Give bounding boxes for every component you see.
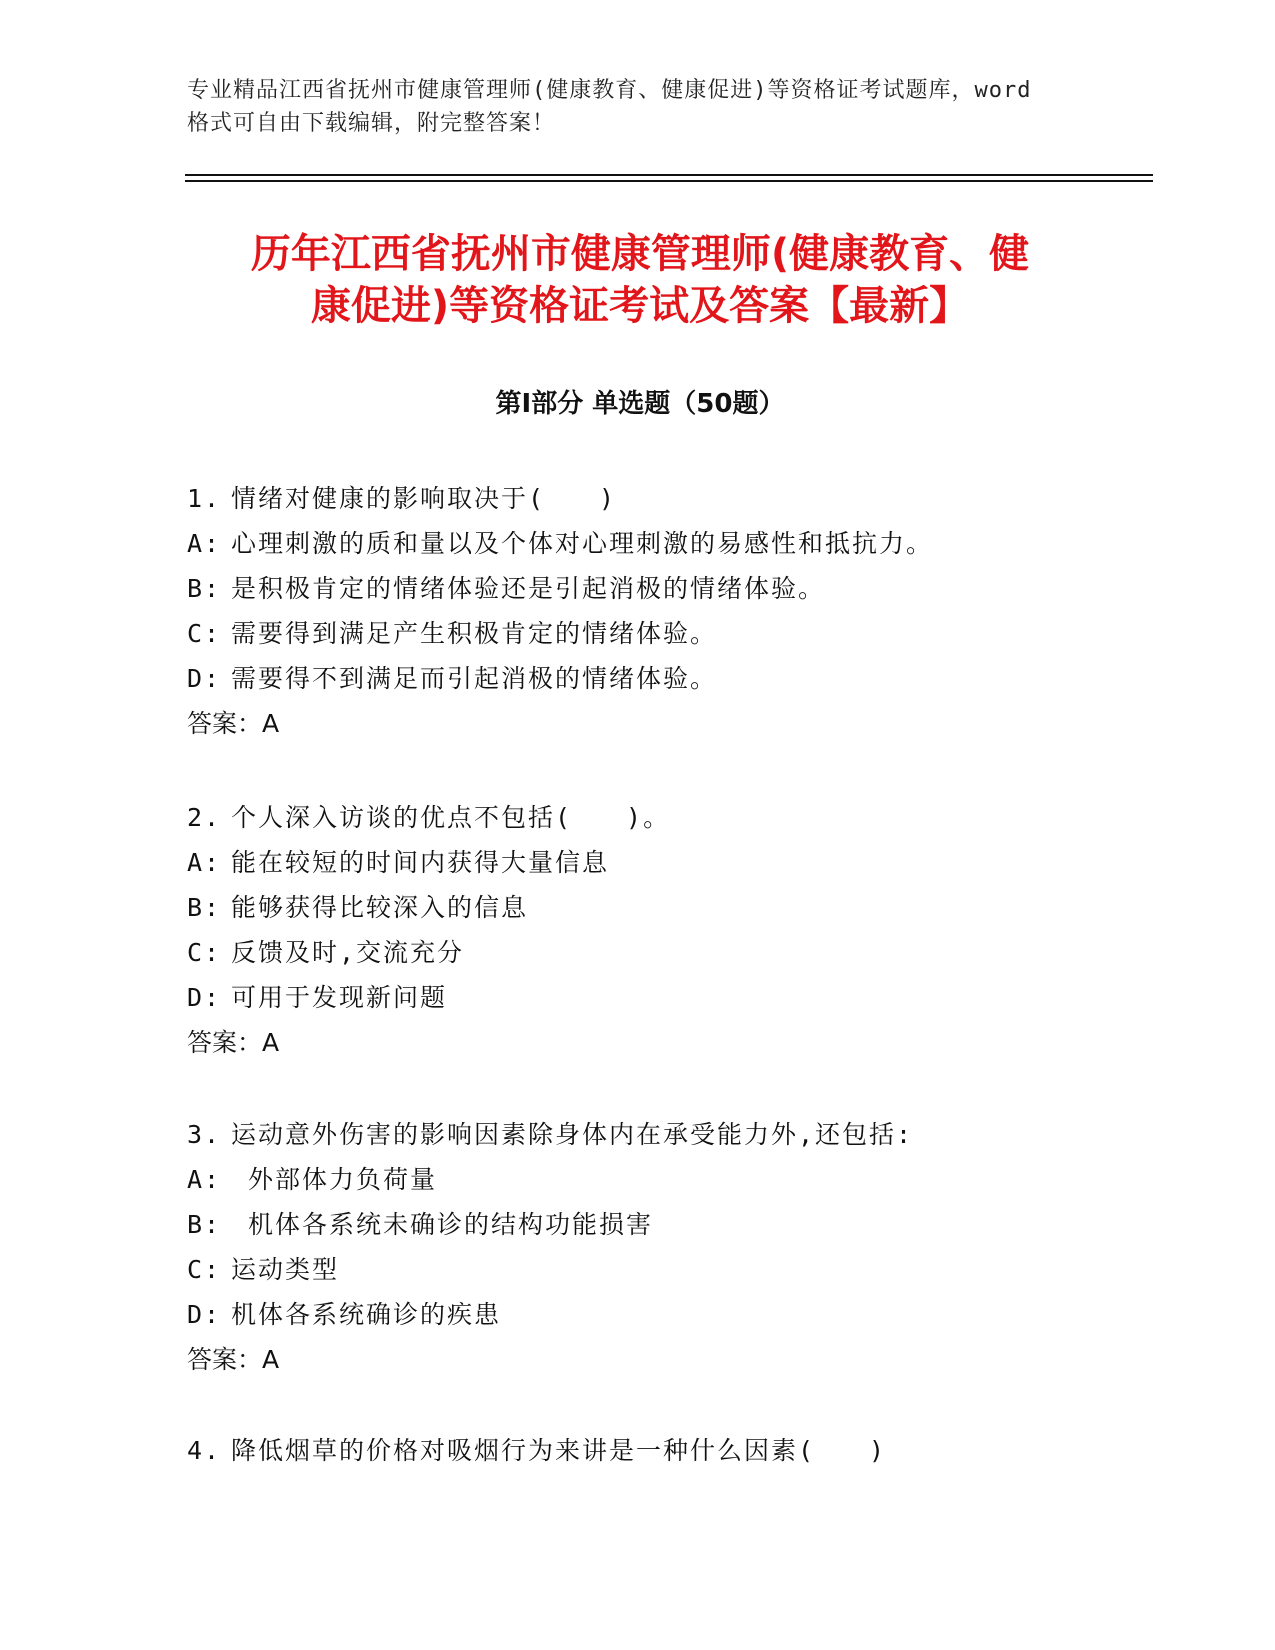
option-c	[187, 930, 1117, 975]
option-text: 机体各系统未确诊的结构功能损害	[231, 1210, 654, 1239]
option-text: 可用于发现新问题	[231, 983, 448, 1012]
option-d	[187, 656, 1117, 701]
option-a	[187, 521, 1117, 566]
option-letter: A:	[187, 848, 222, 877]
document-title	[180, 228, 1100, 332]
option-text: 反馈及时,交流充分	[231, 938, 465, 967]
answer-value: A	[262, 1028, 280, 1057]
question-stem	[187, 795, 1117, 840]
question-3	[187, 1112, 1117, 1382]
document-title-line-2: 康促进)等资格证考试及答案【最新】	[310, 283, 970, 329]
option-letter: D:	[187, 664, 222, 693]
option-letter: B:	[187, 893, 222, 922]
option-a	[187, 1157, 1117, 1202]
option-letter: B:	[187, 574, 222, 603]
question-stem	[187, 1112, 1117, 1157]
header-rule-thin	[185, 174, 1153, 176]
option-text: 机体各系统确诊的疾患	[231, 1300, 502, 1329]
answer-line	[187, 701, 1117, 746]
option-letter: A:	[187, 1165, 222, 1194]
option-text: 需要得不到满足而引起消极的情绪体验。	[231, 664, 718, 693]
option-b	[187, 566, 1117, 611]
option-d	[187, 975, 1117, 1020]
answer-value: A	[262, 709, 280, 738]
option-letter: B:	[187, 1210, 222, 1239]
question-text: 降低烟草的价格对吸烟行为来讲是一种什么因素( )	[231, 1436, 887, 1465]
answer-line	[187, 1020, 1117, 1065]
question-text: 运动意外伤害的影响因素除身体内在承受能力外,还包括:	[231, 1120, 914, 1149]
question-stem	[187, 476, 1117, 521]
option-letter: C:	[187, 938, 222, 967]
option-text: 需要得到满足产生积极肯定的情绪体验。	[231, 619, 718, 648]
answer-label: 答案：	[187, 709, 263, 738]
option-a	[187, 840, 1117, 885]
question-text: 个人深入访谈的优点不包括( )。	[231, 803, 671, 832]
option-d	[187, 1292, 1117, 1337]
option-letter: C:	[187, 619, 222, 648]
question-4	[187, 1428, 1117, 1473]
header-rule-thick	[185, 180, 1153, 182]
option-c	[187, 611, 1117, 656]
question-number: 2.	[187, 803, 222, 832]
option-text: 能够获得比较深入的信息	[231, 893, 529, 922]
answer-label: 答案：	[187, 1028, 263, 1057]
option-text: 是积极肯定的情绪体验还是引起消极的情绪体验。	[231, 574, 826, 603]
option-letter: D:	[187, 1300, 222, 1329]
option-b	[187, 1202, 1117, 1247]
question-text: 情绪对健康的影响取决于( )	[231, 484, 617, 513]
question-2	[187, 795, 1117, 1065]
header-note-line-2: 格式可自由下载编辑，附完整答案！	[187, 111, 556, 136]
option-text: 外部体力负荷量	[231, 1165, 438, 1194]
answer-line	[187, 1337, 1117, 1382]
option-letter: A:	[187, 529, 222, 558]
answer-label: 答案：	[187, 1345, 263, 1374]
document-title-line-1: 历年江西省抚州市健康管理师(健康教育、健	[250, 231, 1030, 277]
question-1	[187, 476, 1117, 746]
option-text: 心理刺激的质和量以及个体对心理刺激的易感性和抵抗力。	[231, 529, 934, 558]
question-number: 4.	[187, 1436, 222, 1465]
header-note-line-1: 专业精品江西省抚州市健康管理师(健康教育、健康促进)等资格证考试题库，word	[187, 78, 1032, 103]
question-stem	[187, 1428, 1117, 1473]
option-c	[187, 1247, 1117, 1292]
option-letter: C:	[187, 1255, 222, 1284]
option-letter: D:	[187, 983, 222, 1012]
answer-value: A	[262, 1345, 280, 1374]
section-heading: 第Ⅰ部分 单选题（50题）	[495, 389, 785, 419]
question-number: 1.	[187, 484, 222, 513]
question-number: 3.	[187, 1120, 222, 1149]
option-text: 运动类型	[231, 1255, 340, 1284]
option-text: 能在较短的时间内获得大量信息	[231, 848, 610, 877]
header-note	[187, 74, 1087, 140]
option-b	[187, 885, 1117, 930]
